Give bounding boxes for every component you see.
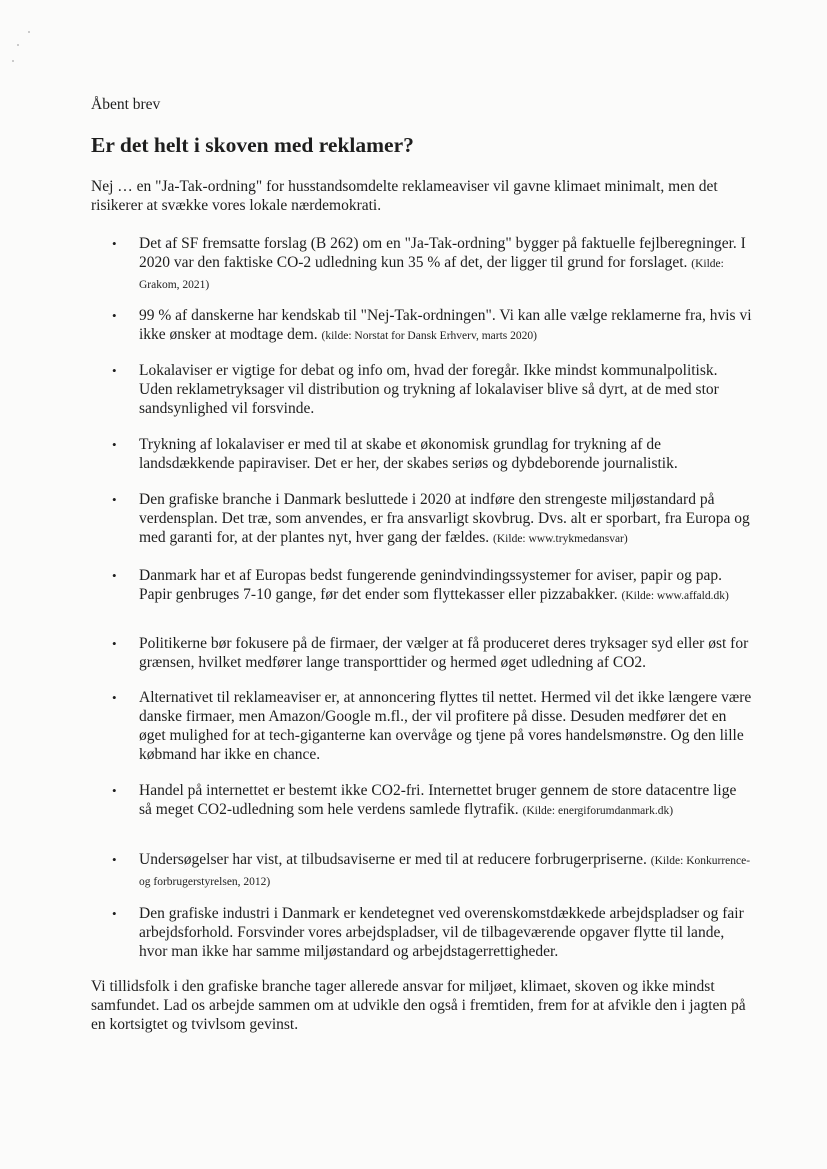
item-text: Politikerne bør fokusere på de firmaer, der vælger at få produceret deres tryksager syd eller øst for grænsen, hvilket medfører lange transporttider og hermed øget udledning af CO2. — [139, 635, 749, 671]
item-source: (Kilde: Konkurrence- og forbrugerstyrelsen, 2012) — [139, 855, 751, 888]
closing-paragraph: Vi tillidsfolk i den grafiske branche tager allerede ansvar for miljøet, klimaet, skoven og ikke mindst samfundet. Lad os arbejde sammen om at udvikle den også i fremtiden, frem for at afvikle den i jagten på en kortsigtet og tvivlsom gevinst. — [91, 978, 746, 1033]
list-item — [112, 781, 752, 821]
intro-paragraph: Nej … en "Ja-Tak-ordning" for husstandsomdelte reklameaviser vil gavne klimaet minimalt, men det risikerer at svække vores lokale nærdemokrati. — [91, 178, 718, 214]
bullet-icon: • — [112, 363, 117, 378]
scan-speck — [12, 60, 14, 62]
item-source: (kilde: Norstat for Dansk Erhverv, marts 2020) — [321, 330, 537, 342]
item-text: Undersøgelser har vist, at tilbudsaviserne er med til at reducere forbrugerpriserne. — [139, 851, 647, 868]
item-source: (Kilde: www.trykmedansvar) — [493, 533, 628, 545]
item-text: Alternativet til reklameaviser er, at annoncering flyttes til nettet. Hermed vil det ikke længere være danske firmaer, men Amazon/Google m.fl., der vil profitere på disse. Desuden medfører det en øget mulighed for at tech-giganterne kan overvåge og tjene på vores handelsmønstre. Og den lille købmand har ikke en chance. — [139, 689, 752, 763]
list-item — [112, 634, 752, 674]
list-item — [112, 688, 752, 766]
bullet-icon: • — [112, 852, 117, 867]
list-item — [112, 850, 752, 892]
letter-title: Er det helt i skoven med reklamer? — [91, 133, 414, 157]
bullet-icon: • — [112, 308, 117, 323]
item-text: Den grafiske branche i Danmark besluttede i 2020 at indføre den strengeste miljøstandard på verdensplan. Det træ, som anvendes, er fra ansvarligt skovbrug. Dvs. alt er sporbart, fra Europa og med garanti for, at der plantes nyt, hver gang der fældes. — [139, 491, 750, 546]
list-item — [112, 306, 752, 346]
bullet-icon: • — [112, 636, 117, 651]
bullet-icon: • — [112, 437, 117, 452]
item-text: Lokalaviser er vigtige for debat og info om, hvad der foregår. Ikke mindst kommunalpolitisk. Uden reklametryksager vil distribution og trykning af lokalaviser blive så dyrt, at de med stor sandsynlighed vil forsvinde. — [139, 362, 719, 417]
scan-speck — [28, 31, 30, 33]
item-source: (Kilde: Grakom, 2021) — [139, 258, 724, 291]
letter-type-label: Åbent brev — [91, 96, 161, 113]
list-item — [112, 361, 752, 420]
scan-speck — [17, 44, 19, 46]
list-item — [112, 234, 752, 295]
item-text: Handel på internettet er bestemt ikke CO2-fri. Internettet bruger gennem de store datacentre lige så meget CO2-udledning som hele verdens samlede flytrafik. — [139, 782, 737, 818]
item-source: (Kilde: energiforumdanmark.dk) — [522, 805, 674, 817]
bullet-icon: • — [112, 690, 117, 705]
item-text: Det af SF fremsatte forslag (B 262) om en "Ja-Tak-ordning" bygger på faktuelle fejlberegninger. I 2020 var den faktiske CO-2 udledning kun 35 % af det, der ligger til grund for forslaget. — [139, 235, 746, 271]
item-text: 99 % af danskerne har kendskab til "Nej-Tak-ordningen". Vi kan alle vælge reklamerne fra, hvis vi ikke ønsker at modtage dem. — [139, 307, 752, 343]
bullet-icon: • — [112, 783, 117, 798]
item-text: Den grafiske industri i Danmark er kendetegnet ved overenskomstdækkede arbejdspladser og fair arbejdsforhold. Forsvinder vores arbejdspladser, vil de tilbageværende opgaver flytte til lande, hvor man ikke har samme miljøstandard og arbejdstagerrettigheder. — [139, 905, 744, 960]
bullet-icon: • — [112, 568, 117, 583]
list-item — [112, 566, 752, 606]
list-item — [112, 435, 752, 475]
item-source: (Kilde: www.affald.dk) — [621, 590, 729, 602]
bullet-icon: • — [112, 906, 117, 921]
item-text: Danmark har et af Europas bedst fungerende genindvindingssystemer for aviser, papir og pap. Papir genbruges 7-10 gange, før det ender som flyttekasser eller pizzabakker. — [139, 567, 723, 603]
bullet-icon: • — [112, 492, 117, 507]
item-text: Trykning af lokalaviser er med til at skabe et økonomisk grundlag for trykning af de landsdækkende papiraviser. Det er her, der skabes seriøs og dybdeborende journalistik. — [139, 436, 678, 472]
list-item — [112, 490, 752, 549]
bullet-icon: • — [112, 236, 117, 251]
list-item — [112, 904, 752, 963]
